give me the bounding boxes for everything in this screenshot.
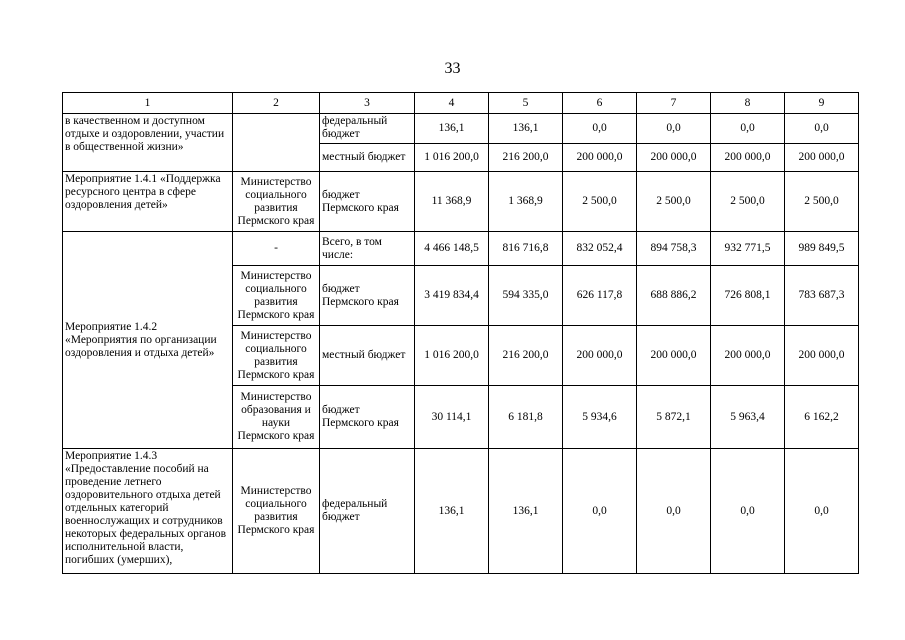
table-row <box>63 114 859 144</box>
value-cell: 200 000,0 <box>637 326 711 386</box>
header-cell: 2 <box>233 93 320 114</box>
value-cell: 0,0 <box>785 449 859 574</box>
header-cell: 6 <box>563 93 637 114</box>
value-cell: 6 162,2 <box>785 386 859 449</box>
value-cell: 200 000,0 <box>637 144 711 172</box>
executor-cell: - <box>233 232 320 266</box>
funding-source-cell: местный бюджет <box>320 144 415 172</box>
value-cell: 989 849,5 <box>785 232 859 266</box>
executor-cell: Министерство социального развития Пермского края <box>233 266 320 326</box>
value-cell: 5 934,6 <box>563 386 637 449</box>
value-cell: 0,0 <box>785 114 859 144</box>
value-cell: 2 500,0 <box>563 172 637 232</box>
value-cell: 200 000,0 <box>563 144 637 172</box>
value-cell: 5 872,1 <box>637 386 711 449</box>
funding-source-cell: местный бюджет <box>320 326 415 386</box>
executor-cell: Министерство социального развития Пермского края <box>233 172 320 232</box>
value-cell: 200 000,0 <box>563 326 637 386</box>
funding-source-cell: бюджет Пермского края <box>320 266 415 326</box>
activity-name-cell: Мероприятие 1.4.1 «Поддержка ресурсного центра в сфере оздоровления детей» <box>63 172 233 232</box>
value-cell: 2 500,0 <box>637 172 711 232</box>
value-cell: 30 114,1 <box>415 386 489 449</box>
value-cell: 216 200,0 <box>489 326 563 386</box>
value-cell: 1 368,9 <box>489 172 563 232</box>
executor-cell: Министерство социального развития Пермского края <box>233 326 320 386</box>
funding-source-cell: федеральный бюджет <box>320 114 415 144</box>
executor-cell: Министерство образования и науки Пермского края <box>233 386 320 449</box>
header-cell: 8 <box>711 93 785 114</box>
header-cell: 5 <box>489 93 563 114</box>
value-cell: 932 771,5 <box>711 232 785 266</box>
value-cell: 2 500,0 <box>711 172 785 232</box>
activity-name-cell: в качественном и доступном отдыхе и оздоровлении, участии в общественной жизни» <box>63 114 233 172</box>
value-cell: 0,0 <box>563 449 637 574</box>
budget-table <box>62 92 859 574</box>
value-cell: 136,1 <box>415 114 489 144</box>
value-cell: 0,0 <box>711 449 785 574</box>
header-cell: 4 <box>415 93 489 114</box>
value-cell: 200 000,0 <box>711 144 785 172</box>
table-row <box>63 172 859 232</box>
activity-name-cell: Мероприятие 1.4.3 «Предоставление пособий на проведение летнего оздоровительного отдыха детей отдельных категорий военнослужащих и сотрудников некоторых федеральных органов исполнительной власти, погибших (умерших), <box>63 449 233 574</box>
value-cell: 3 419 834,4 <box>415 266 489 326</box>
table-header-row <box>63 93 859 114</box>
header-cell: 1 <box>63 93 233 114</box>
funding-source-cell: федеральный бюджет <box>320 449 415 574</box>
page-number: 33 <box>444 60 461 77</box>
executor-cell: Министерство социального развития Пермского края <box>233 449 320 574</box>
value-cell: 6 181,8 <box>489 386 563 449</box>
value-cell: 894 758,3 <box>637 232 711 266</box>
activity-name-cell: Мероприятие 1.4.2 «Мероприятия по организации оздоровления и отдыха детей» <box>63 232 233 449</box>
value-cell: 4 466 148,5 <box>415 232 489 266</box>
value-cell: 1 016 200,0 <box>415 326 489 386</box>
header-cell: 7 <box>637 93 711 114</box>
funding-source-cell: бюджет Пермского края <box>320 386 415 449</box>
value-cell: 688 886,2 <box>637 266 711 326</box>
executor-cell <box>233 114 320 172</box>
funding-source-cell: бюджет Пермского края <box>320 172 415 232</box>
value-cell: 0,0 <box>637 114 711 144</box>
value-cell: 832 052,4 <box>563 232 637 266</box>
funding-source-cell: Всего, в том числе: <box>320 232 415 266</box>
value-cell: 136,1 <box>415 449 489 574</box>
value-cell: 200 000,0 <box>785 326 859 386</box>
value-cell: 783 687,3 <box>785 266 859 326</box>
value-cell: 136,1 <box>489 114 563 144</box>
value-cell: 726 808,1 <box>711 266 785 326</box>
value-cell: 136,1 <box>489 449 563 574</box>
value-cell: 626 117,8 <box>563 266 637 326</box>
value-cell: 11 368,9 <box>415 172 489 232</box>
value-cell: 216 200,0 <box>489 144 563 172</box>
value-cell: 5 963,4 <box>711 386 785 449</box>
value-cell: 200 000,0 <box>711 326 785 386</box>
value-cell: 816 716,8 <box>489 232 563 266</box>
header-cell: 9 <box>785 93 859 114</box>
value-cell: 2 500,0 <box>785 172 859 232</box>
value-cell: 200 000,0 <box>785 144 859 172</box>
value-cell: 0,0 <box>563 114 637 144</box>
header-cell: 3 <box>320 93 415 114</box>
value-cell: 0,0 <box>711 114 785 144</box>
value-cell: 0,0 <box>637 449 711 574</box>
value-cell: 594 335,0 <box>489 266 563 326</box>
value-cell: 1 016 200,0 <box>415 144 489 172</box>
table-row <box>63 232 859 266</box>
table-row <box>63 449 859 574</box>
